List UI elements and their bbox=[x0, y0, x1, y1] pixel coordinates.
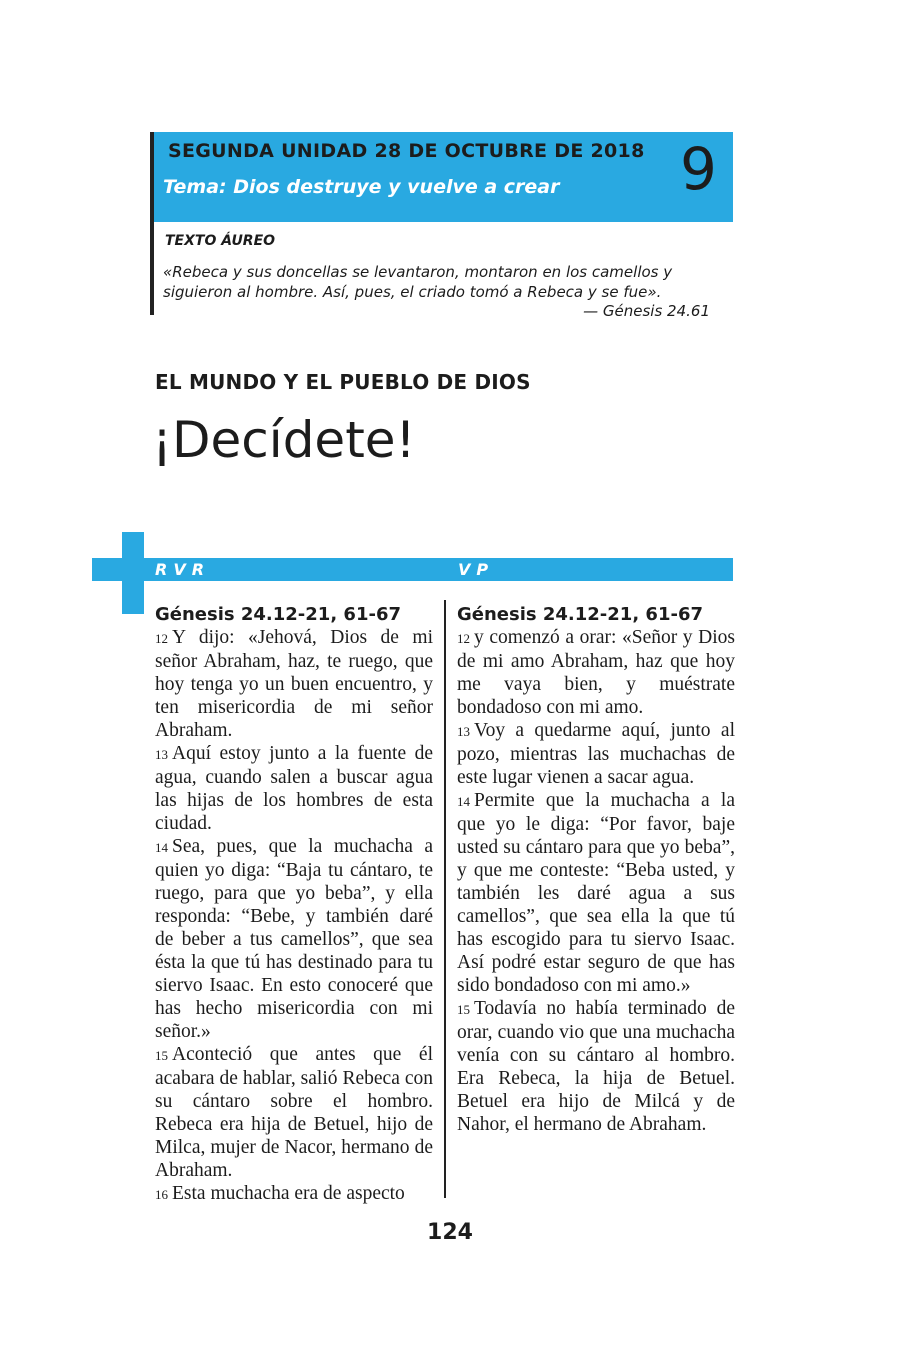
header-side-rule bbox=[150, 132, 154, 315]
verse-text: Aquí estoy junto a la fuente de agua, cuando salen a buscar agua las hijas de los hombres de esta ciudad. bbox=[155, 743, 433, 834]
version-label-right: VP bbox=[458, 560, 495, 579]
lesson-number: 9 bbox=[680, 135, 717, 203]
verse-text: Y dijo: «Jehová, Dios de mi señor Abraham, haz, te ruego, que hoy tenga yo un buen encuentro, y ten misericordia de mi señor Abraham. bbox=[155, 627, 433, 741]
golden-text-label: TEXTO ÁUREO bbox=[165, 233, 276, 249]
verse bbox=[155, 1182, 433, 1206]
lesson-theme: Tema: Dios destruye y vuelve a crear bbox=[163, 176, 560, 198]
unit-date-line: SEGUNDA UNIDAD 28 DE OCTUBRE DE 2018 bbox=[168, 140, 645, 162]
verse-number: 15 bbox=[457, 1002, 470, 1017]
verse-text: y comenzó a orar: «Señor y Dios de mi amo Abraham, haz que hoy me vaya bien, y muéstrate bondadoso con mi amo. bbox=[457, 627, 735, 718]
verse-text: Todavía no había terminado de orar, cuando vio que una muchacha venía con su cántaro al hombro. Era Rebeca, la hija de Betuel. Betuel era hijo de Milcá y de Nahor, el hermano de Abraham. bbox=[457, 998, 735, 1135]
section-kicker: EL MUNDO Y EL PUEBLO DE DIOS bbox=[155, 370, 531, 394]
version-label-left: RVR bbox=[155, 560, 211, 579]
golden-text-reference: — Génesis 24.61 bbox=[583, 302, 710, 320]
verse bbox=[155, 1043, 433, 1182]
verse-text: Esta muchacha era de aspecto bbox=[172, 1183, 405, 1204]
verse-number: 14 bbox=[155, 840, 168, 855]
verse-number: 15 bbox=[155, 1048, 168, 1063]
bible-column-rvr bbox=[155, 603, 433, 1206]
verse bbox=[155, 626, 433, 742]
verse bbox=[457, 789, 735, 997]
verse bbox=[457, 997, 735, 1136]
verse-number: 12 bbox=[155, 631, 168, 646]
column-divider bbox=[444, 600, 446, 1198]
verse-number: 14 bbox=[457, 794, 470, 809]
verse-text: Sea, pues, que la muchacha a quien yo diga: “Baja tu cántaro, te ruego, para que yo beba”, y ella responda: “Bebe, y también daré de beber a tus camellos”, que sea ésta la que tú has destinado para tu siervo Isaac. En esto conoceré que has hecho misericordia con mi señor.» bbox=[155, 836, 433, 1042]
verse bbox=[457, 719, 735, 789]
page-title: ¡Decídete! bbox=[152, 411, 416, 469]
verse-number: 13 bbox=[457, 724, 470, 739]
verse-text: Voy a quedarme aquí, junto al pozo, mientras las muchachas de este lugar vienen a sacar agua. bbox=[457, 720, 735, 788]
verse-number: 12 bbox=[457, 631, 470, 646]
golden-text-quote: «Rebeca y sus doncellas se levantaron, montaron en los camellos y siguieron al hombre. Así, pues, el criado tomó a Rebeca y se fue». bbox=[163, 263, 673, 301]
passage-reference: Génesis 24.12-21, 61-67 bbox=[457, 604, 703, 625]
verse-number: 16 bbox=[155, 1187, 168, 1202]
passage-reference: Génesis 24.12-21, 61-67 bbox=[155, 604, 401, 625]
verse-text: Aconteció que antes que él acabara de hablar, salió Rebeca con su cántaro sobre el hombro. Rebeca era hija de Betuel, hijo de Milca, mujer de Nacor, hermano de Abraham. bbox=[155, 1044, 433, 1181]
page-number: 124 bbox=[427, 1220, 473, 1245]
verse bbox=[155, 835, 433, 1043]
verse-text: Permite que la muchacha a la que yo le diga: “Por favor, baje usted su cántaro para que yo beba”, y que me conteste: “Beba usted, y también les daré agua a sus camellos”, que sea ella la que tú has escogido para tu siervo Isaac. Así podré estar seguro de que has sido bondadoso con mi amo.» bbox=[457, 790, 735, 996]
bible-column-vp bbox=[457, 603, 735, 1136]
verse-number: 13 bbox=[155, 747, 168, 762]
verse bbox=[457, 626, 735, 719]
verse bbox=[155, 742, 433, 835]
